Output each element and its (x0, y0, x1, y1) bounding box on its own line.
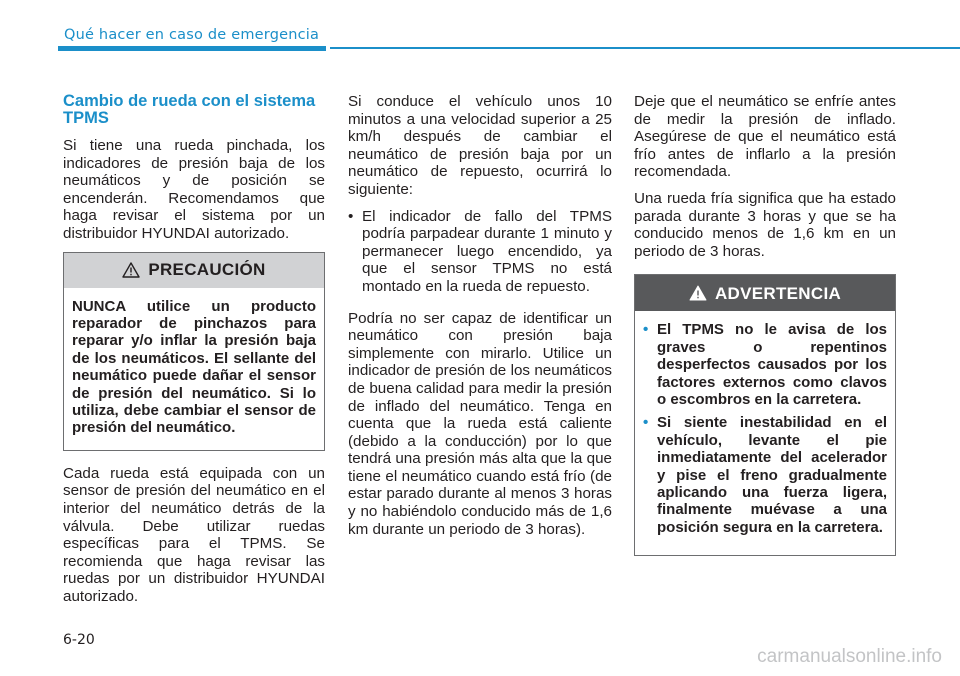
spare-tire-list (348, 208, 612, 296)
warning-list (643, 321, 887, 536)
warning-title: ADVERTENCIA (714, 283, 842, 303)
warning-header (635, 275, 895, 311)
watermark: carmanualsonline.info (757, 646, 942, 667)
header-rule-thick (58, 46, 326, 51)
warning-body (635, 311, 895, 555)
caution-header (64, 253, 324, 288)
warning-triangle-icon (689, 285, 707, 301)
section-title: Qué hacer en caso de emergencia (64, 27, 320, 43)
wheel-sensor-paragraph: Cada rueda está equipada con un sensor de presión del neumático en el interior del neumático detrás de la válvula. Debe utilizar ruedas específicas para el TPMS. Se recomienda que haga revisar las ruedas por un distribuidor HYUNDAI autorizado. (63, 464, 325, 605)
cool-tire-paragraph: Deje que el neumático se enfríe antes de medir la presión de inflado. Asegúrese de que el neumático está frío antes de inflarlo a la presión recomendada. (634, 93, 896, 181)
caution-triangle-icon (122, 262, 140, 278)
caution-body (64, 288, 324, 450)
pressure-check-paragraph: Podría no ser capaz de identificar un neumático con presión baja simplemente con mirarlo. Utilice un indicador de presión de los neumáticos de buena calidad para medir la presión de inflado del neumático. Tenga en cuenta que la rueda está caliente (debido a la conducción) por lo que tendrá una presión más alta que la que tiene el neumático cuando está frío (de estar parado durante al menos 3 horas y no habiéndolo conducido más de 1,6 km durante un periodo de 3 horas). (348, 309, 612, 538)
column-2 (348, 93, 612, 547)
caution-title: PRECAUCIÓN (148, 260, 266, 280)
section-heading: Cambio de rueda con el sistema TPMS (63, 92, 316, 127)
warning-box (634, 274, 896, 556)
cold-wheel-paragraph: Una rueda fría significa que ha estado parada durante 3 horas y que se ha conducido menos de 1,6 km en un periodo de 3 horas. (634, 189, 896, 260)
list-item: • El indicador de fallo del TPMS podría parpadear durante 1 minuto y permanecer luego encendido, ya que el sensor TPMS no está montado en la rueda de repuesto. (348, 208, 612, 296)
caution-text: NUNCA utilice un producto reparador de pinchazos para reparar y/o inflar la presión baja de los neumáticos. El sellante del neumático puede dañar el sensor de presión del neumático. Si lo utiliza, debe cambiar el sensor de presión del neumático. (72, 297, 316, 437)
list-item: • Si siente inestabilidad en el vehículo, levante el pie inmediatamente del acelerador y pise el freno gradualmente aplicando una fuerza ligera, finalmente muévase a una posición segura en la carretera. (643, 414, 887, 536)
page-number: 6-20 (63, 632, 95, 648)
spare-tire-paragraph: Si conduce el vehículo unos 10 minutos a una velocidad superior a 25 km/h después de cambiar el neumático de presión baja por un neumático de repuesto, ocurrirá lo siguiente: (348, 93, 612, 198)
header-rule-thin (330, 47, 960, 49)
column-3 (634, 93, 896, 570)
caution-box (63, 252, 325, 451)
column-1 (63, 93, 325, 615)
list-item: • El TPMS no le avisa de los graves o repentinos desperfectos causados por los factores externos como clavos o escombros en la carretera. (643, 321, 887, 408)
intro-paragraph: Si tiene una rueda pinchada, los indicadores de presión baja de los neumáticos y de posición se encenderán. Recomendamos que haga revisar el sistema por un distribuidor HYUNDAI autorizado. (63, 137, 325, 242)
